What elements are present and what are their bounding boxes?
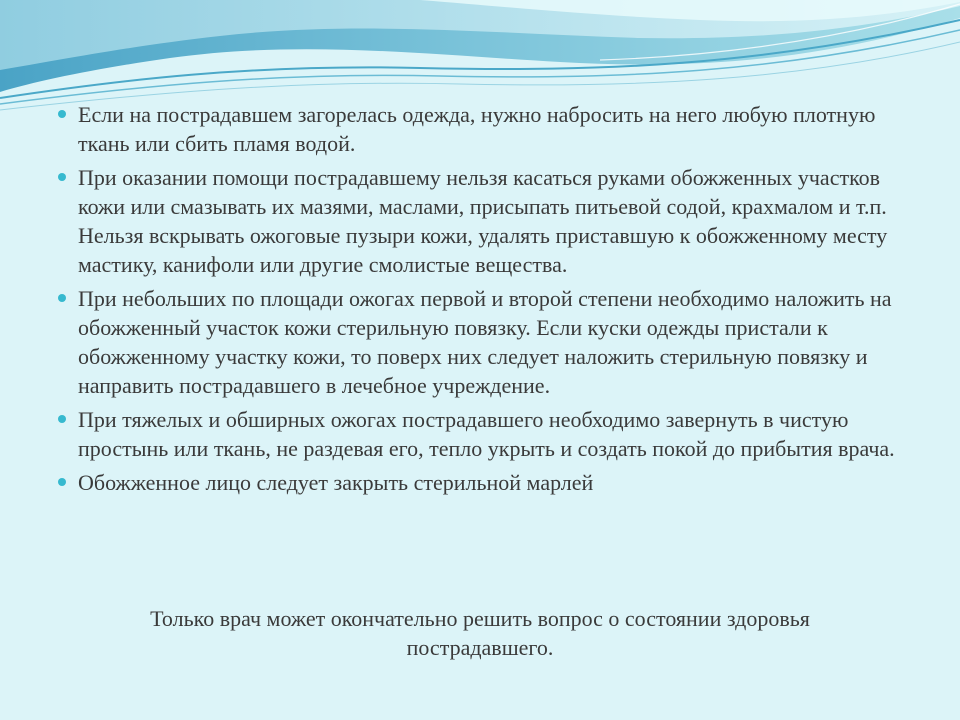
bullet-item: [58, 405, 908, 463]
bullet-item: [58, 163, 908, 279]
conclusion-text: Только врач может окончательно решить вопрос о состоянии здоровья пострадавшего.: [150, 606, 810, 660]
content-area: [58, 100, 908, 502]
bullet-dot-icon: [58, 478, 66, 486]
bullet-text: При небольших по площади ожогах первой и второй степени необходимо наложить на обожженный участок кожи стерильную повязку. Если куски одежды пристали к обожженному участку кожи, то поверх них следует наложить стерильную повязку и направить пострадавшего в лечебное учреждение.: [78, 286, 892, 398]
bullet-list: [58, 100, 908, 497]
bullet-text: При оказании помощи пострадавшему нельзя касаться руками обожженных участков кожи или смазывать их мазями, маслами, присыпать питьевой содой, крахмалом и т.п. Нельзя вскрывать ожоговые пузыри кожи, удалять приставшую к обожженному месту мастику, канифоли или другие смолистые вещества.: [78, 165, 888, 277]
bullet-text: Если на пострадавшем загорелась одежда, нужно набросить на него любую плотную ткань или сбить пламя водой.: [78, 102, 876, 156]
bullet-text: Обожженное лицо следует закрыть стерильной марлей: [78, 470, 594, 495]
bullet-item: [58, 100, 908, 158]
bullet-dot-icon: [58, 294, 66, 302]
bullet-dot-icon: [58, 415, 66, 423]
bullet-text: При тяжелых и обширных ожогах пострадавшего необходимо завернуть в чистую простынь или ткань, не раздевая его, тепло укрыть и создать покой до прибытия врача.: [78, 407, 895, 461]
bullet-dot-icon: [58, 110, 66, 118]
bullet-item: [58, 284, 908, 400]
bullet-item: [58, 468, 908, 497]
bullet-dot-icon: [58, 173, 66, 181]
